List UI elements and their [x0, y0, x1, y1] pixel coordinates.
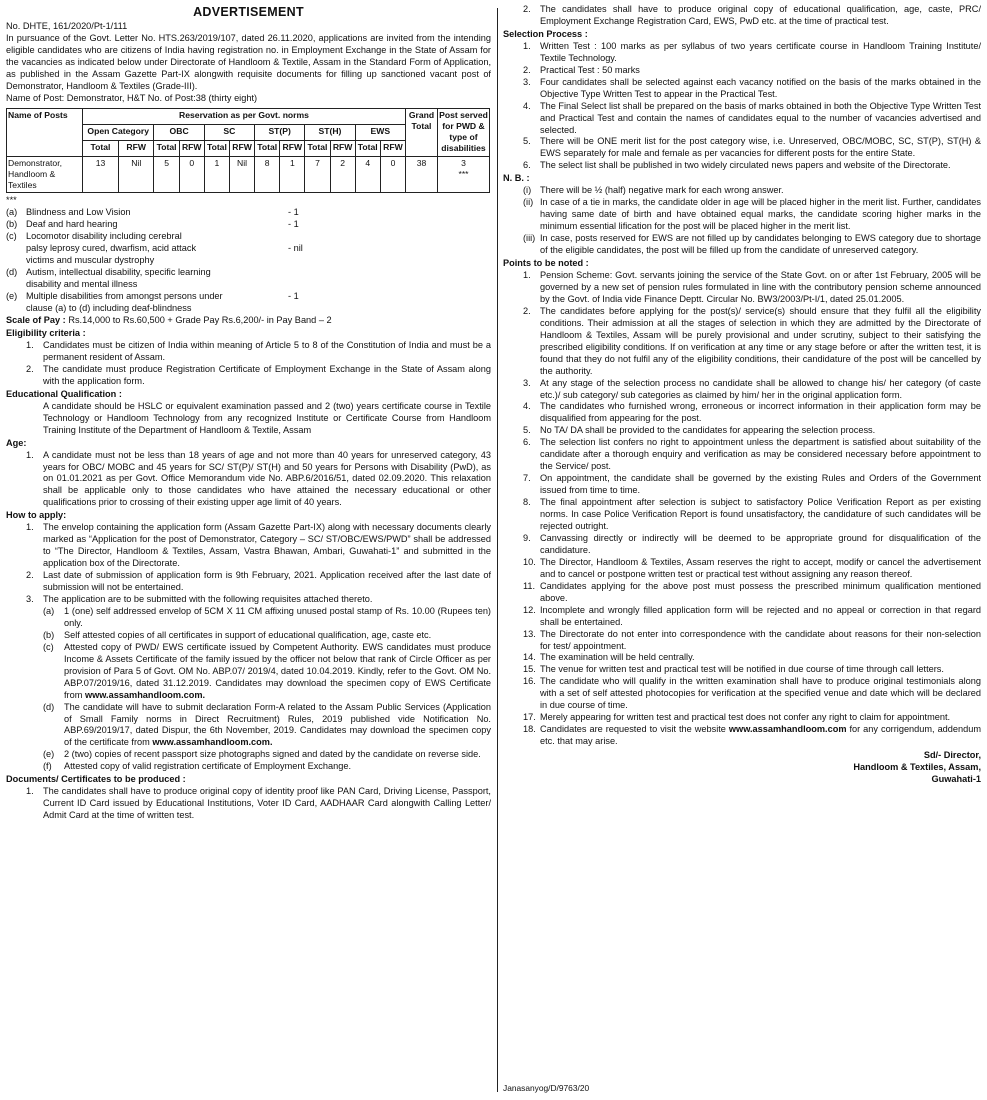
- list-text: The candidate must produce Registration Certificate of Employment Exchange in the State of Assam along with the application form.: [43, 363, 491, 386]
- list-item: [503, 185, 981, 197]
- list-number: 12.: [523, 604, 536, 615]
- scale-of-pay: [6, 315, 491, 327]
- cell-value: Nil: [230, 156, 255, 193]
- disability-row: [6, 219, 491, 231]
- list-text: The candidates who furnished wrong, erroneous or incorrect information in their application form may be disqualified from appearing for the post.: [540, 401, 981, 424]
- disability-text: Autism, intellectual disability, specific learning: [26, 267, 211, 278]
- age-list: [6, 450, 491, 510]
- cell-value: 0: [179, 156, 204, 193]
- reservation-table: [6, 108, 490, 193]
- list-text: The examination will be held centrally.: [540, 652, 695, 663]
- points-list-last: [503, 724, 981, 748]
- list-item: [6, 340, 491, 364]
- cell-value: 1: [280, 156, 305, 193]
- list-text: Canvassing directly or indirectly will be deemed to be appropriate ground for disqualification of the candidature.: [540, 532, 981, 555]
- disability-row: [6, 243, 491, 255]
- list-text: The Final Select list shall be prepared on the basis of marks obtained in both the Objective Type Written Test and Practical Test and contain the names of candidates equal to the number of vacancies advertised and selected.: [540, 100, 981, 135]
- signature-block: [503, 750, 981, 786]
- disability-label: (e): [6, 291, 18, 302]
- nb-heading: N. B. :: [503, 173, 530, 184]
- list-item: [503, 197, 981, 233]
- disability-text: Blindness and Low Vision: [26, 207, 131, 218]
- point-18-tail: for any corrigendum, addendum etc. that may arise.: [540, 724, 981, 747]
- list-item: [6, 570, 491, 594]
- list-item: [6, 642, 491, 702]
- list-label: (ii): [523, 197, 534, 208]
- list-number: 8.: [523, 497, 531, 508]
- cell-value: 1: [204, 156, 229, 193]
- list-label: (b): [43, 629, 55, 640]
- group-header: Open Category: [83, 124, 154, 140]
- disability-label: (d): [6, 267, 18, 278]
- list-number: 3.: [26, 594, 34, 604]
- cell-value: 7: [305, 156, 330, 193]
- list-item: [6, 606, 491, 630]
- disability-text: Multiple disabilities from amongst persons under: [26, 291, 223, 302]
- requisites-list: [6, 606, 491, 773]
- disability-row: [6, 267, 491, 279]
- header-pwd: Post served for PWD & type of disabilities: [438, 108, 490, 156]
- list-item: [503, 473, 981, 497]
- row-post-name: Demonstrator, Handloom & Textiles: [7, 156, 83, 193]
- list-text: Practical Test : 50 marks: [540, 64, 640, 75]
- list-item: [503, 306, 981, 378]
- list-number: 1.: [26, 449, 34, 460]
- list-text: The Director, Handloom & Textiles, Assam reserves the right to accept, modify or cancel the advertisement and to cancel or postpone written test or practical test without assigning any reason thereof.: [540, 556, 981, 579]
- sub-header-total: Total: [154, 140, 179, 156]
- list-number: 3.: [523, 377, 531, 388]
- sub-header-total: Total: [83, 140, 119, 156]
- list-text: The candidate who will qualify in the written examination shall have to produce original testimonials along with a set of self attested photocopies for verification at the specified venue and date which will be declared in due course of time.: [540, 676, 981, 711]
- group-header: ST(H): [305, 124, 355, 140]
- list-text: The candidate will have to submit declaration Form-A related to the Assam Public Services (Application of Small Family norms in Direct Recruitment) Rules, 2019 published vide Notification No. ABP.69/2019/17, dated Dispur, the 6th November, 2019. Candidates may download the specimen copy of the certificate from: [64, 701, 491, 748]
- disability-value: - 1: [288, 207, 299, 218]
- list-text: 1 (one) self addressed envelop of 5CM X 11 CM affixing unused postal stamp of Rs. 10.00 (Rupees ten) only.: [64, 605, 491, 628]
- disability-value: - 1: [288, 291, 299, 302]
- disability-label: (b): [6, 219, 18, 230]
- cell-value: 5: [154, 156, 179, 193]
- list-text: The candidates before applying for the post(s)/ service(s) should ensure that they fulfil all the eligibility conditions. Their admission at all the stages of selection in which they are admitted by the Directorate of Handloom & Textiles, Assam will be purely provisional and under scrutiny, subject to their satisfying the prescribed eligibility conditions. If on verification at any time or any stage before or after the written test, it is found that they do not fulfil any of the eligibility conditions, their candidature of the post will be cancelled by the authority.: [540, 305, 981, 376]
- list-text: The venue for written test and practical test will be notified in due course of time through call letters.: [540, 664, 944, 675]
- sub-header-total: Total: [305, 140, 330, 156]
- list-item: [503, 65, 981, 77]
- disability-text: disability and mental illness: [26, 279, 138, 290]
- list-item: [503, 101, 981, 137]
- sub-header-rfw: RFW: [118, 140, 154, 156]
- list-number: 1.: [26, 339, 34, 350]
- docs-heading: Documents/ Certificates to be produced :: [6, 774, 186, 785]
- list-item: 1. The candidates shall have to produce original copy of identity proof like PAN Card, Driving License, Passport, Current ID Card issued by Educational Institutions, Voter ID Card, AADHAAR Card alongwith Calling Letter/ Admit Card at the time of written test.: [26, 786, 491, 821]
- disability-row: [6, 279, 491, 291]
- list-item: [6, 749, 491, 761]
- list-number: 6.: [523, 160, 531, 171]
- column-divider: [497, 8, 498, 1092]
- age-heading: Age:: [6, 437, 27, 448]
- table-row: [7, 156, 490, 193]
- cell-grand-total: 38: [406, 156, 438, 193]
- list-item: [6, 630, 491, 642]
- list-item: [6, 594, 491, 606]
- cell-value: Nil: [118, 156, 154, 193]
- sub-header-total: Total: [255, 140, 280, 156]
- name-of-post: Name of Post: Demonstrator, H&T No. of Post:38 (thirty eight): [6, 92, 258, 103]
- eligibility-list: [6, 340, 491, 388]
- list-item: [503, 629, 981, 653]
- sub-header-rfw: RFW: [230, 140, 255, 156]
- pwd-mark: ***: [458, 168, 469, 179]
- list-item: 2. The candidates shall have to produce original copy of educational qualification, age, caste, PRC/ Employment Exchange Registration Card, EWS, PwD etc. at the time of practical test.: [523, 4, 981, 26]
- list-label: (e): [43, 749, 55, 760]
- list-text: The select list shall be published in two widely circulated news papers and website of the Directorate.: [540, 160, 951, 171]
- list-number: 5.: [523, 136, 531, 147]
- nb-list: [503, 185, 981, 257]
- disability-text: Deaf and hard hearing: [26, 219, 118, 230]
- list-number: 17.: [523, 712, 536, 723]
- list-item: [6, 702, 491, 750]
- points-list: [503, 270, 981, 724]
- disability-text: victims and muscular dystrophy: [26, 255, 155, 266]
- list-number: 11.: [523, 580, 536, 591]
- scale-label: Scale of Pay :: [6, 315, 66, 326]
- disability-row: [6, 231, 491, 243]
- list-text: Four candidates shall be selected against each vacancy notified on the basis of the marks obtained in the Objective Type Written Test to appear in the Practical Test.: [540, 76, 981, 99]
- list-item: [503, 581, 981, 605]
- list-text: The selection list confers no right to appointment unless the department is satisfied about suitability of the candidate after a thorough enquiry and verification as may be considered necessary before appointment to the Service/ post.: [540, 437, 981, 472]
- apply-list: [6, 522, 491, 606]
- disability-value: - 1: [288, 219, 299, 230]
- list-label: (f): [43, 761, 52, 772]
- list-label: (d): [43, 701, 55, 712]
- list-number: 6.: [523, 437, 531, 448]
- list-text: Attested copy of valid registration certificate of Employment Exchange.: [64, 761, 351, 772]
- cell-pwd: [438, 156, 490, 193]
- edu-heading: Educational Qualification :: [6, 388, 122, 399]
- cell-value: 4: [355, 156, 380, 193]
- list-number: 15.: [523, 664, 536, 675]
- selection-list: [503, 41, 981, 172]
- footer-reference: Janasanyog/D/9763/20: [503, 1083, 590, 1094]
- list-text: Self attested copies of all certificates in support of educational qualification, age, caste etc.: [64, 629, 432, 640]
- list-text: 2 (two) copies of recent passport size photographs signed and dated by the candidate on reverse side.: [64, 749, 481, 760]
- list-item: 18. Candidates are requested to visit the website www.assamhandloom.com for any corrigendum, addendum etc. that may arise.: [523, 724, 981, 747]
- docs-list-continued: [503, 4, 981, 28]
- selection-heading: Selection Process :: [503, 28, 588, 39]
- list-text: Last date of submission of application form is 9th February, 2021. Application received after the last date of submission will not be entertained.: [43, 570, 491, 593]
- website-link[interactable]: www.assamhandloom.com: [728, 724, 847, 735]
- list-label: (i): [523, 185, 532, 196]
- sub-header-rfw: RFW: [330, 140, 355, 156]
- disability-label: (a): [6, 207, 18, 218]
- list-text: In case, posts reserved for EWS are not filled up by candidates belonging to EWS category due to shortage of the eligible candidates, the post will be filled up from the candidate of unreserved category.: [540, 233, 981, 256]
- disability-text: Locomotor disability including cerebral: [26, 231, 182, 242]
- list-text: On appointment, the candidate shall be governed by the existing Rules and Orders of the Government issued from time to time.: [540, 473, 981, 496]
- doc-text: The candidates shall have to produce original copy of identity proof like PAN Card, Driving License, Passport, Current ID Card issued by Educational Institutions, Voter ID Card, AADHAAR Card alongwith Calling Letter/ Admit Card at the time of written test.: [43, 786, 491, 821]
- list-label: (iii): [523, 233, 536, 244]
- disability-label: (c): [6, 231, 17, 242]
- list-number: 4.: [523, 100, 531, 111]
- list-item: [503, 233, 981, 257]
- list-item: [503, 41, 981, 65]
- points-heading: Points to be noted :: [503, 258, 589, 269]
- stars-note: ***: [6, 195, 17, 206]
- list-item: [503, 401, 981, 425]
- list-item: [503, 652, 981, 664]
- sub-header-rfw: RFW: [380, 140, 405, 156]
- list-item: [503, 437, 981, 473]
- pwd-count: 3: [461, 157, 466, 168]
- signature-line-2: Handloom & Textiles, Assam,: [853, 762, 981, 773]
- disability-row: [6, 255, 491, 267]
- list-number: 2.: [523, 64, 531, 75]
- header-name-of-posts: Name of Posts: [7, 108, 83, 156]
- left-column: [6, 4, 491, 1096]
- sub-header-rfw: RFW: [280, 140, 305, 156]
- list-text: The envelop containing the application form (Assam Gazette Part-IX) along with necessary documents clearly marked as “Application for the post of Demonstrator, Category – SC/ ST/OBC/EWS/PWD” shall be addressed to “The Director, Handloom & Textiles, Assam, Vastra Bhawan, Ambari, Guwahati-1” and submitted in the application box of the Directorate.: [43, 522, 491, 569]
- disability-row: [6, 303, 491, 315]
- list-number: 1.: [26, 522, 34, 533]
- list-text: No TA/ DA shall be provided to the candidates for appearing the selection process.: [540, 425, 876, 436]
- list-item: [503, 136, 981, 160]
- disability-text: clause (a) to (d) including deaf-blindness: [26, 303, 192, 314]
- list-text: Written Test : 100 marks as per syllabus of two years certificate course in Handloom Training Institute/ Textile Technology.: [540, 40, 981, 63]
- list-text: Pension Scheme: Govt. servants joining the service of the State Govt. on or after 1st February, 2005 will be governed by a new set of pension rules formulated in line with the contributory pension scheme announced by the Govt. of India vide Finance Deptt. Circular No. BW3/2003/Pt-I/1, dated 25.01.2005.: [540, 269, 981, 304]
- list-number: 7.: [523, 473, 531, 484]
- list-item: [503, 378, 981, 402]
- sub-header-total: Total: [355, 140, 380, 156]
- list-item: [503, 533, 981, 557]
- list-item: [503, 605, 981, 629]
- group-header: OBC: [154, 124, 204, 140]
- list-item: [503, 270, 981, 306]
- list-text: Incomplete and wrongly filled application form will be rejected and no appeal or correction in that regard shall be entertained.: [540, 604, 981, 627]
- disability-list: [6, 207, 491, 315]
- list-text: Candidates applying for the above post must possess the prescribed minimum qualification mentioned above.: [540, 580, 981, 603]
- website-link: www.assamhandloom.com.: [152, 737, 273, 748]
- list-number: 13.: [523, 628, 536, 639]
- list-text: There will be ONE merit list for the post category wise, i.e. Unreserved, OBC/MOBC, SC, ST(P), ST(H) & EWS separately for male and female as per vacancies for different posts for the entire State.: [540, 136, 981, 159]
- cell-value: 8: [255, 156, 280, 193]
- list-label: (a): [43, 605, 55, 616]
- disability-row: [6, 207, 491, 219]
- list-number: 2.: [26, 570, 34, 581]
- list-number: 4.: [523, 401, 531, 412]
- signature-line-1: Sd/- Director,: [923, 750, 981, 761]
- point-18-text: Candidates are requested to visit the website: [540, 724, 729, 735]
- list-item: [503, 557, 981, 581]
- list-item: [503, 497, 981, 533]
- edu-text: A candidate should be HSLC or equivalent examination passed and 2 (two) years certificate course in Textile Technology or Handloom Technology from any recognized Institute or Certificate Course from Handloom Training Institute of the Department of Handloom & Textile, Assam: [43, 400, 491, 435]
- list-item: [6, 364, 491, 388]
- ad-title: ADVERTISEMENT: [193, 5, 304, 19]
- disability-row: [6, 291, 491, 303]
- list-item: [503, 676, 981, 712]
- list-number: 2.: [523, 305, 531, 316]
- list-text: The application are to be submitted with the following requisites attached thereto.: [43, 594, 373, 604]
- cell-value: 13: [83, 156, 119, 193]
- list-item: [503, 712, 981, 724]
- list-number: 1.: [523, 40, 531, 51]
- group-header: SC: [204, 124, 254, 140]
- reference-number: No. DHTE, 161/2020/Pt-1/111: [6, 21, 128, 32]
- list-item: [503, 160, 981, 172]
- right-column: [503, 4, 981, 1096]
- disability-value: - nil: [288, 243, 303, 254]
- header-grand-total: Grand Total: [406, 108, 438, 156]
- list-item: [503, 664, 981, 676]
- apply-heading: How to apply:: [6, 510, 67, 521]
- list-number: 2.: [26, 363, 34, 374]
- sub-header-total: Total: [204, 140, 229, 156]
- intro-paragraph: In pursuance of the Govt. Letter No. HTS.263/2019/107, dated 26.11.2020, applications are invited from the intending eligible candidates who are citizens of India having registration no. in Employment Exchange in the State of Assam for the vacancies as indicated below under Directorate of Handloom & Textile, Assam in the Standard Form of Application, as published in the Assam Gazette Part-IX alongwith requisite documents for filling up sanctioned vacant post of Demonstrator, Handloom & Textiles (Grade-III).: [6, 33, 491, 92]
- eligibility-heading: Eligibility criteria :: [6, 328, 86, 339]
- list-number: 16.: [523, 676, 536, 687]
- advertisement-page: [6, 4, 981, 1096]
- list-text: Candidates must be citizen of India within meaning of Article 5 to 8 of the Constitution of India and must be a permanent resident of Assam.: [43, 339, 491, 362]
- list-text: The Directorate do not enter into correspondence with the candidate about reasons for their non-selection for test/ appointment.: [540, 628, 981, 651]
- docs-list: [6, 786, 491, 822]
- doc-text: The candidates shall have to produce original copy of educational qualification, age, caste, PRC/ Employment Exchange Registration Card, EWS, PwD etc. at the time of practical test.: [540, 4, 981, 26]
- header-reservation: Reservation as per Govt. norms: [83, 108, 406, 124]
- list-item: [503, 77, 981, 101]
- list-number: 5.: [523, 425, 531, 436]
- cell-value: 2: [330, 156, 355, 193]
- list-item: [6, 761, 491, 773]
- signature-line-3: Guwahati-1: [931, 774, 981, 784]
- website-link: www.assamhandloom.com.: [84, 689, 206, 700]
- list-text: Attested copy of PWD/ EWS certificate issued by Competent Authority. EWS candidates must produce Income & Assets Certificate of the family issued by the officer not below that rank of Circle Officer as per provision of Para 5 of Govt. OM No. ABP.07/ 2019/4, dated 10.04.2019. Kindly, refer to the Govt. OM No. ABP.07/2019/16, dated 31.12.2019. Candidates may download the specimen copy of EWS Certificate from: [64, 641, 491, 700]
- disability-text: palsy leprosy cured, dwarfism, acid attack: [26, 243, 197, 254]
- list-number: 1.: [523, 269, 531, 280]
- list-number: 10.: [523, 556, 536, 567]
- scale-text: Rs.14,000 to Rs.60,500 + Grade Pay Rs.6,200/- in Pay Band – 2: [68, 315, 332, 326]
- list-text: A candidate must not be less than 18 years of age and not more than 40 years for unreserved category, 43 years for OBC/ MOBC and 45 years for SC/ ST(P)/ ST(H) and 50 years for Persons with Disability (PwD), as on 01.01.2021 as per Govt. Office Memorandum vide No. ABP.6/2016/51, dated 02.09.2020. This relaxation shall be applicable only to those candidates who have attained the necessary educational or other qualifications prior to crossing of their existing upper age limit of 40 years.: [43, 449, 491, 508]
- list-item: [6, 522, 491, 570]
- list-item: [6, 450, 491, 510]
- cell-value: 0: [380, 156, 405, 193]
- list-label: (c): [43, 641, 54, 652]
- list-item: [503, 425, 981, 437]
- list-text: There will be ½ (half) negative mark for each wrong answer.: [540, 185, 784, 196]
- group-header: EWS: [355, 124, 405, 140]
- sub-header-rfw: RFW: [179, 140, 204, 156]
- list-number: 14.: [523, 652, 536, 663]
- list-text: Merely appearing for written test and practical test does not confer any right to claim for appointment.: [540, 712, 951, 723]
- list-number: 3.: [523, 76, 531, 87]
- list-number: 9.: [523, 532, 531, 543]
- group-header: ST(P): [255, 124, 305, 140]
- list-text: In case of a tie in marks, the candidate older in age will be placed higher in the merit list. Further, candidates having same date of birth and have obtained equal marks, the candidate scoring higher marks in the minimum essential lification for the post will be placed higher in the merit list.: [540, 197, 981, 232]
- list-text: The final appointment after selection is subject to satisfactory Police Verification Report as per existing norms. In case Police Verification Report is found unsatisfactory, the candidature of such candidates will be rejected outright.: [540, 497, 981, 531]
- list-text: At any stage of the selection process no candidate shall be allowed to change his/ her category (of caste etc.)/ sub category/ sub categories as claimed by him/ her in the original application form.: [540, 377, 981, 400]
